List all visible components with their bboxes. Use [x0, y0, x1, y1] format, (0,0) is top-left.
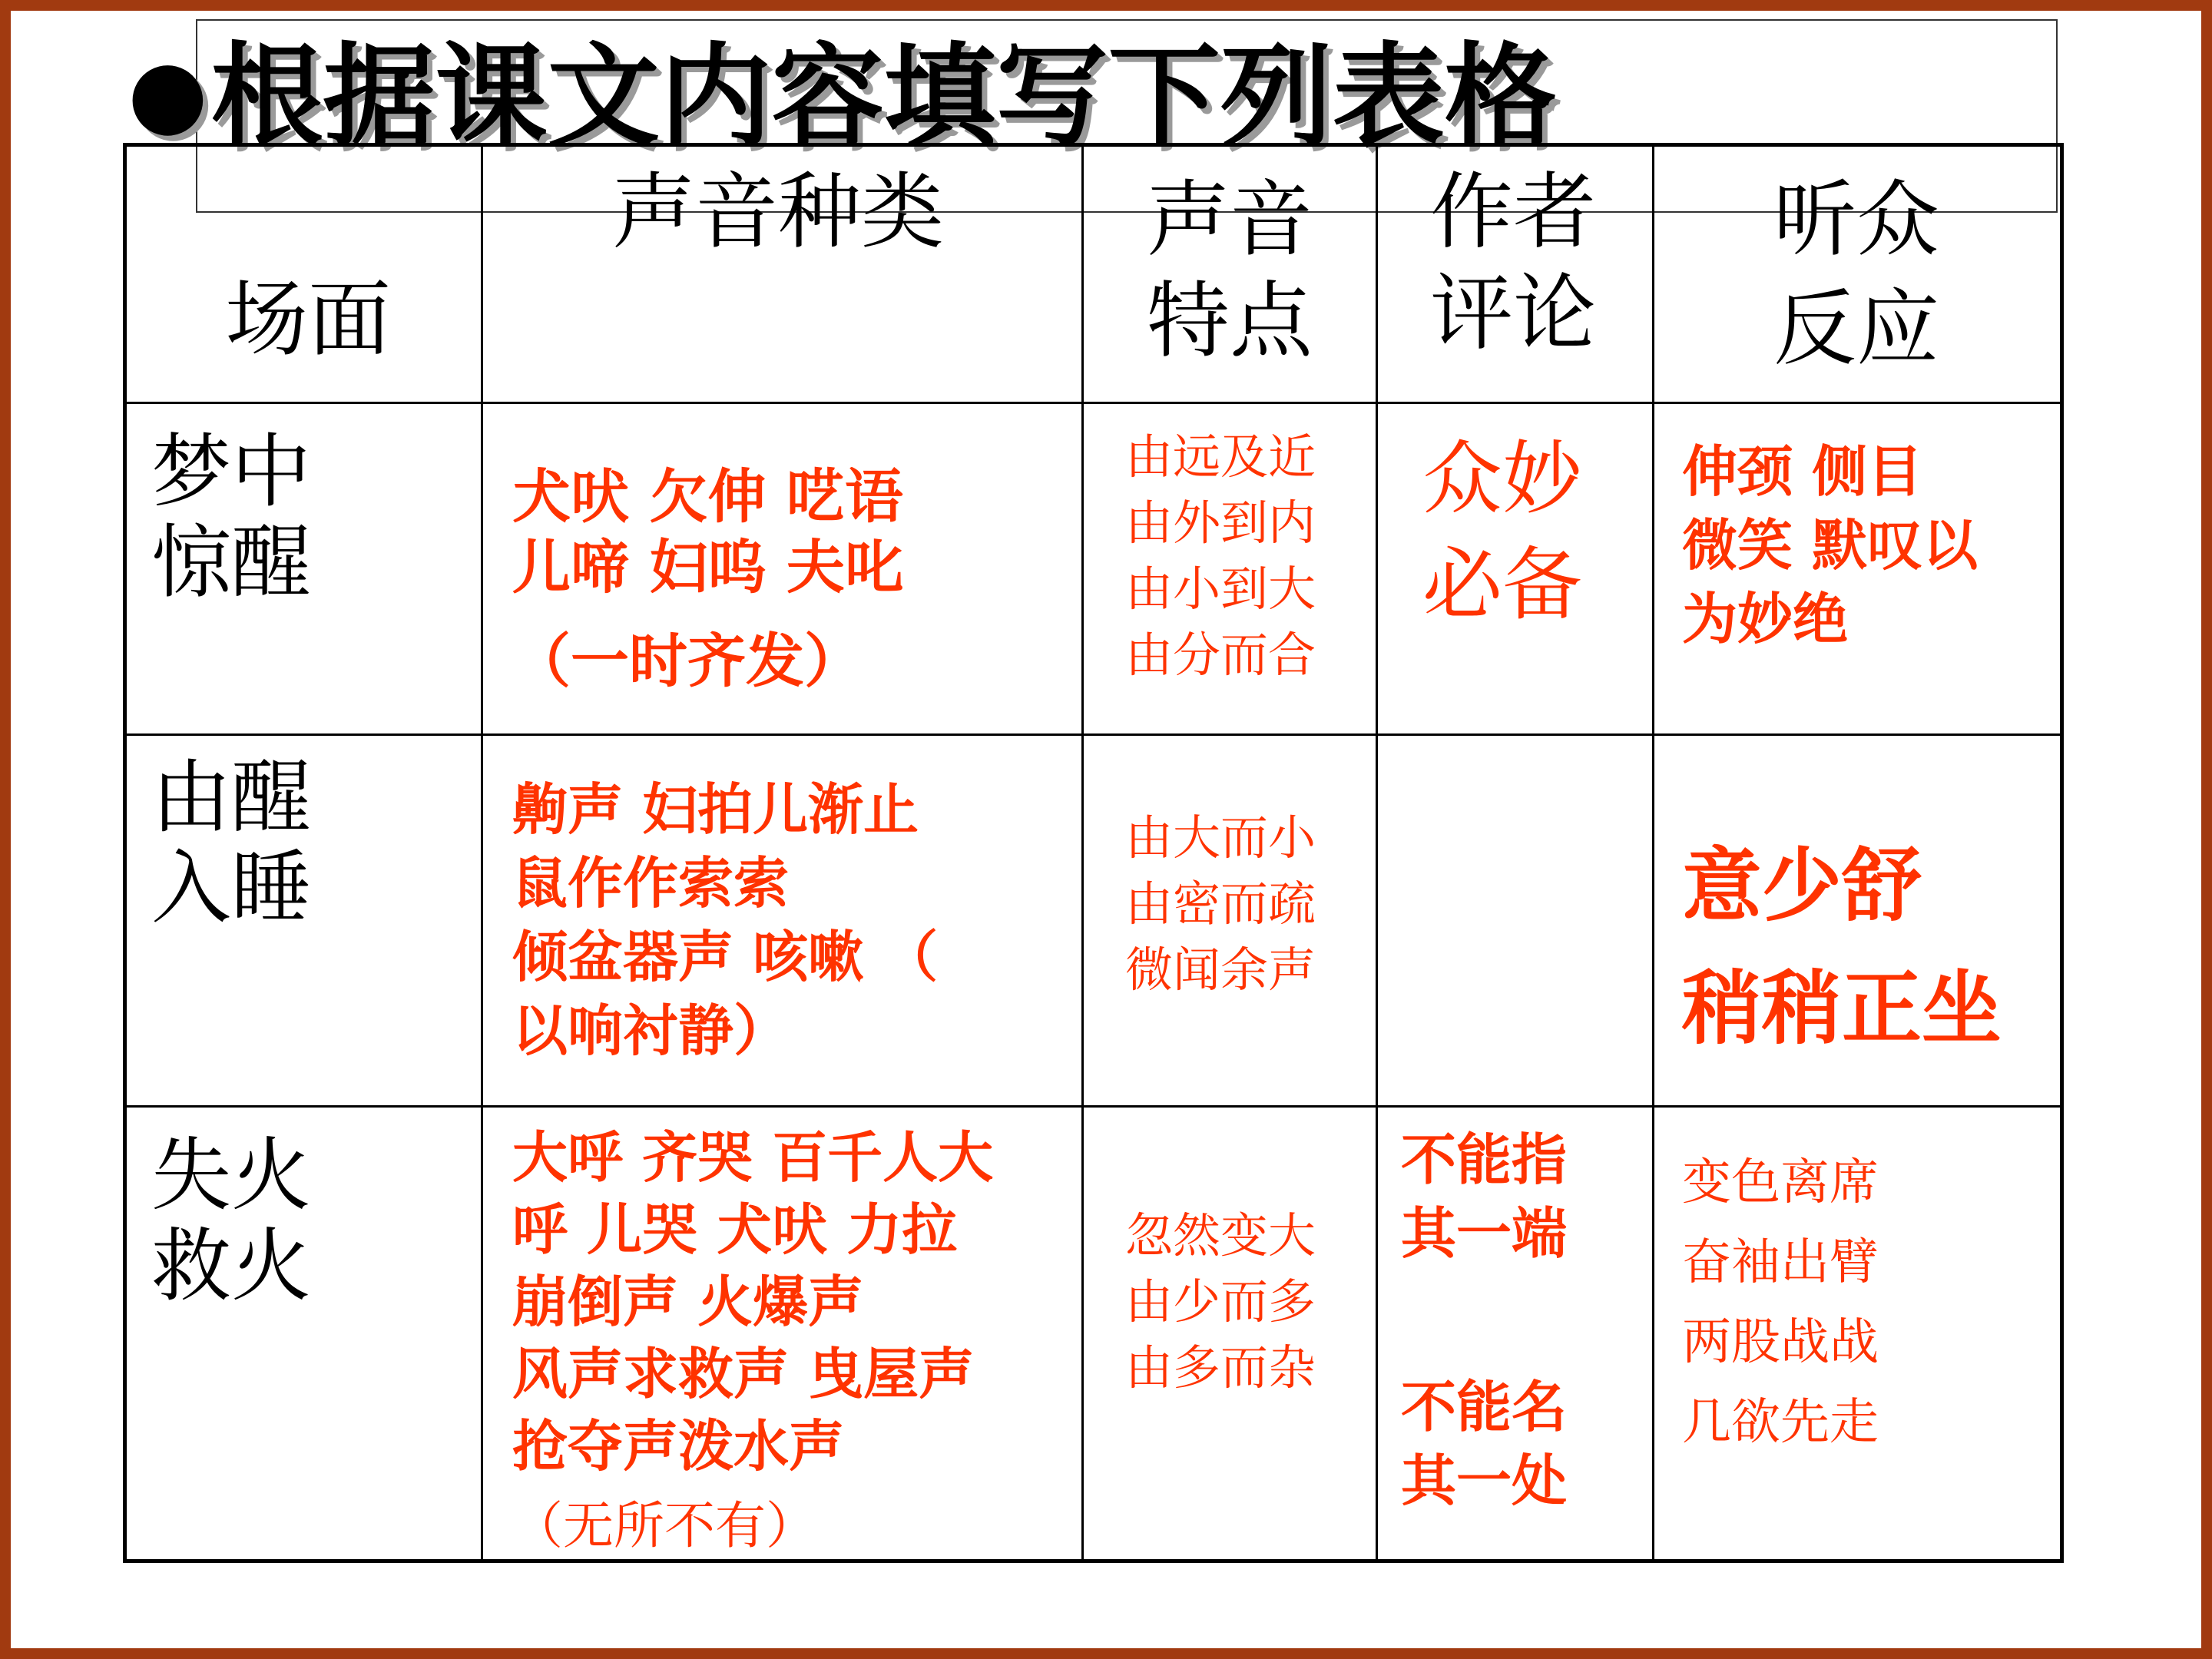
scene-cell [125, 403, 482, 735]
table-row [125, 1107, 2062, 1561]
text-line: 众妙 [1422, 432, 1583, 525]
header-author-comment-line2: 评论 [1430, 266, 1597, 362]
summary-table [123, 143, 2064, 1563]
header-audience-reaction-line2: 反应 [1773, 281, 1940, 377]
sound-features-cell [1083, 403, 1377, 735]
header-row [125, 145, 2062, 403]
text-line: 忽然变大 [1125, 1207, 1316, 1263]
text-line: 其一处 [1401, 1449, 1568, 1513]
text-line: 倾盆器声 咳嗽 （ [512, 925, 939, 989]
sound-features-text [1125, 1203, 1316, 1401]
audience-reaction-cell [1654, 403, 2062, 735]
header-cell-sound-types [482, 145, 1083, 403]
author-comment-cell [1377, 403, 1654, 735]
text-line: 风声求救声 曳屋声 [512, 1342, 975, 1406]
header-sound-features-line2: 特点 [1147, 273, 1313, 369]
header-sound-features-line1: 声音 [1147, 172, 1313, 268]
text-line: 变色离席 [1682, 1154, 1879, 1211]
sound-types-cell [482, 403, 1083, 735]
sound-features-text [1125, 424, 1316, 688]
scene-cell [125, 1107, 482, 1561]
scene-line1: 梦中 [151, 425, 312, 518]
audience-reaction-cell [1654, 735, 2062, 1107]
scene-line2: 救火 [151, 1219, 312, 1313]
text-line: 两股战战 [1682, 1314, 1879, 1371]
table-row [125, 735, 2062, 1107]
sound-types-cell [482, 1107, 1083, 1561]
sound-features-cell [1083, 735, 1377, 1107]
text-line: 为妙绝 [1682, 587, 1849, 651]
sound-features-text [1125, 805, 1316, 1003]
header-cell-audience-reaction [1654, 145, 2062, 403]
header-audience-reaction-line1: 听众 [1773, 172, 1940, 268]
scene-line2: 惊醒 [151, 515, 312, 609]
text-line: 由少而多 [1125, 1273, 1316, 1330]
scene-cell [125, 735, 482, 1107]
text-line: 由密而疏 [1125, 876, 1316, 932]
text-line: 犬吠 欠伸 呓语 [512, 462, 903, 531]
text-line: （无所不有） [512, 1496, 816, 1555]
text-line: 鼠作作索索 [512, 851, 790, 916]
sound-types-text [512, 773, 938, 1068]
author-comment-cell [1377, 1107, 1654, 1561]
scene-line2: 入睡 [151, 841, 312, 935]
sound-types-cell [482, 735, 1083, 1107]
text-line: 由远及近 [1125, 429, 1316, 485]
text-line: 以响衬静） [512, 998, 790, 1063]
header-sound-types: 声音种类 [612, 164, 945, 260]
text-line: 齁声 妇拍儿渐止 [512, 777, 919, 842]
author-comment-cell [1377, 735, 1654, 1107]
text-line: 微笑 默叹以 [1682, 513, 1979, 578]
text-line: 由外到内 [1125, 495, 1316, 551]
text-line: 其一端 [1401, 1201, 1568, 1266]
author-comment-text [1401, 1123, 1567, 1518]
text-line: 不能名 [1401, 1375, 1568, 1439]
header-cell-sound-features [1083, 145, 1377, 403]
text-line: 伸颈 侧目 [1682, 439, 1923, 504]
text-line: 不能指 [1401, 1128, 1568, 1192]
header-scene: 场面 [225, 272, 392, 368]
bullet-icon: ● [127, 40, 208, 147]
sound-types-text [512, 1121, 993, 1562]
text-line: 崩倒声 火爆声 [512, 1270, 864, 1334]
text-line: 奋袖出臂 [1682, 1234, 1879, 1291]
text-line: 必备 [1422, 538, 1583, 631]
text-line: （一时齐发） [512, 627, 863, 695]
table-row [125, 403, 2062, 735]
header-author-comment-line1: 作者 [1430, 164, 1597, 260]
text-line: 由分而合 [1125, 627, 1316, 683]
sound-types-text [512, 462, 903, 697]
text-line: 几欲先走 [1682, 1394, 1879, 1451]
text-line: 由大而小 [1125, 810, 1316, 866]
sound-features-cell [1083, 1107, 1377, 1561]
text-line: 大呼 齐哭 百千人大 [512, 1125, 994, 1190]
scene-line1: 由醒 [151, 750, 312, 844]
text-line: 稍稍正坐 [1682, 962, 2002, 1055]
text-line: 由多而杂 [1125, 1339, 1316, 1396]
author-comment-text [1422, 426, 1582, 637]
audience-reaction-text [1682, 824, 2002, 1070]
audience-reaction-text [1682, 1143, 1879, 1462]
header-cell-scene [125, 145, 482, 403]
text-line: 呼 儿哭 犬吠 力拉 [512, 1197, 958, 1262]
scene-line1: 失火 [151, 1128, 312, 1222]
text-line: 意少舒 [1682, 839, 1922, 932]
text-line: 抢夺声泼水声 [512, 1414, 845, 1479]
title-text: 根据课文内容填写下列表格 [210, 31, 1557, 163]
header-cell-author-comment [1377, 145, 1654, 403]
audience-reaction-text [1682, 435, 1978, 656]
audience-reaction-cell [1654, 1107, 2062, 1561]
text-line: 儿啼 妇呜 夫叱 [512, 533, 903, 601]
text-line: 由小到大 [1125, 561, 1316, 617]
text-line: 微闻余声 [1125, 942, 1316, 998]
